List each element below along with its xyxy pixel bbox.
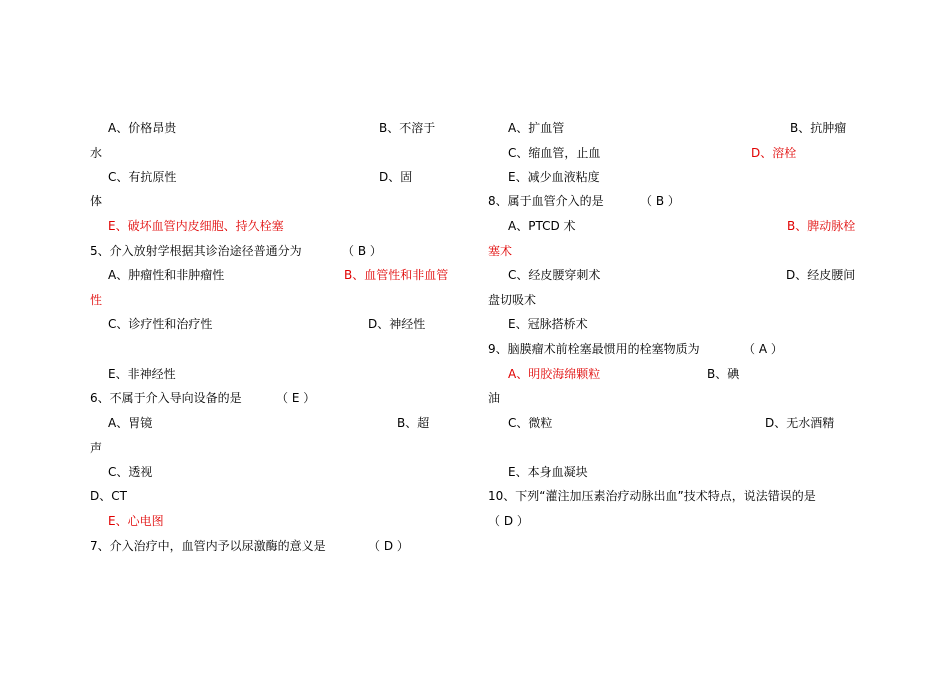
question-5-answer: （ B ） — [342, 244, 382, 258]
question-10-text: 10、下列“灌注加压素治疗动脉出血”技术特点，说法错误的是 — [488, 489, 816, 503]
question-5-option-a: A、肿瘤性和非肿瘤性 — [108, 268, 225, 282]
question-8-option-e: E、冠脉搭桥术 — [508, 317, 588, 331]
question-8-option-c: C、经皮腰穿刺术 — [508, 268, 601, 282]
question-8-answer: （ B ） — [640, 194, 680, 208]
question-9-option-b-wrap: 油 — [488, 391, 501, 405]
question-6-option-a: A、胃镜 — [108, 416, 153, 430]
prev-question-option-d-wrap: 体 — [90, 194, 103, 208]
question-6-answer: （ E ） — [276, 391, 316, 405]
question-7-option-d-correct: D、溶栓 — [751, 146, 797, 160]
question-9-option-a-correct: A、明胶海绵颗粒 — [508, 367, 601, 381]
question-8-option-a: A、PTCD 术 — [508, 219, 576, 233]
prev-question-option-b: B、不溶于 — [379, 121, 436, 135]
question-8-option-b-wrap: 塞术 — [488, 244, 513, 258]
question-5-option-d: D、神经性 — [368, 317, 426, 331]
prev-question-option-c: C、有抗原性 — [108, 170, 177, 184]
question-5-option-c: C、诊疗性和治疗性 — [108, 317, 213, 331]
question-7-option-e: E、减少血液粘度 — [508, 170, 600, 184]
question-8-option-d-wrap: 盘切吸术 — [488, 293, 537, 307]
question-7-option-a: A、扩血管 — [508, 121, 565, 135]
question-6-option-c: C、透视 — [108, 465, 153, 479]
question-9-answer: （ A ） — [743, 342, 783, 356]
question-9-text: 9、脑膜瘤术前栓塞最惯用的栓塞物质为 — [488, 342, 700, 356]
question-9-option-b: B、碘 — [707, 367, 740, 381]
question-6-option-e-correct: E、心电图 — [108, 514, 164, 528]
prev-question-option-e-correct: E、破坏血管内皮细胞、持久栓塞 — [108, 219, 284, 233]
question-7-option-b: B、抗肿瘤 — [790, 121, 847, 135]
prev-question-option-d: D、固 — [379, 170, 413, 184]
question-10-answer: （ D ） — [488, 514, 529, 528]
question-7-answer: （ D ） — [368, 539, 409, 553]
question-8-option-d: D、经皮腰间 — [786, 268, 856, 282]
question-8-text: 8、属于血管介入的是 — [488, 194, 604, 208]
question-9-option-d: D、无水酒精 — [765, 416, 835, 430]
prev-question-option-a: A、价格昂贵 — [108, 121, 177, 135]
question-6-option-b: B、超 — [397, 416, 430, 430]
question-5-option-b-correct: B、血管性和非血管 — [344, 268, 449, 282]
question-5-option-e: E、非神经性 — [108, 367, 176, 381]
prev-question-option-b-wrap: 水 — [90, 146, 103, 160]
question-9-option-e: E、本身血凝块 — [508, 465, 588, 479]
question-6-option-d: D、CT — [90, 489, 127, 503]
question-7-text: 7、介入治疗中，血管内予以尿激酶的意义是 — [90, 539, 326, 553]
question-6-option-b-wrap: 声 — [90, 441, 103, 455]
question-7-option-c: C、缩血管，止血 — [508, 146, 601, 160]
question-5-option-b-wrap: 性 — [90, 293, 103, 307]
question-5-text: 5、介入放射学根据其诊治途径普通分为 — [90, 244, 302, 258]
question-6-text: 6、不属于介入导向设备的是 — [90, 391, 242, 405]
question-8-option-b-correct: B、脾动脉栓 — [787, 219, 856, 233]
question-9-option-c: C、微粒 — [508, 416, 553, 430]
